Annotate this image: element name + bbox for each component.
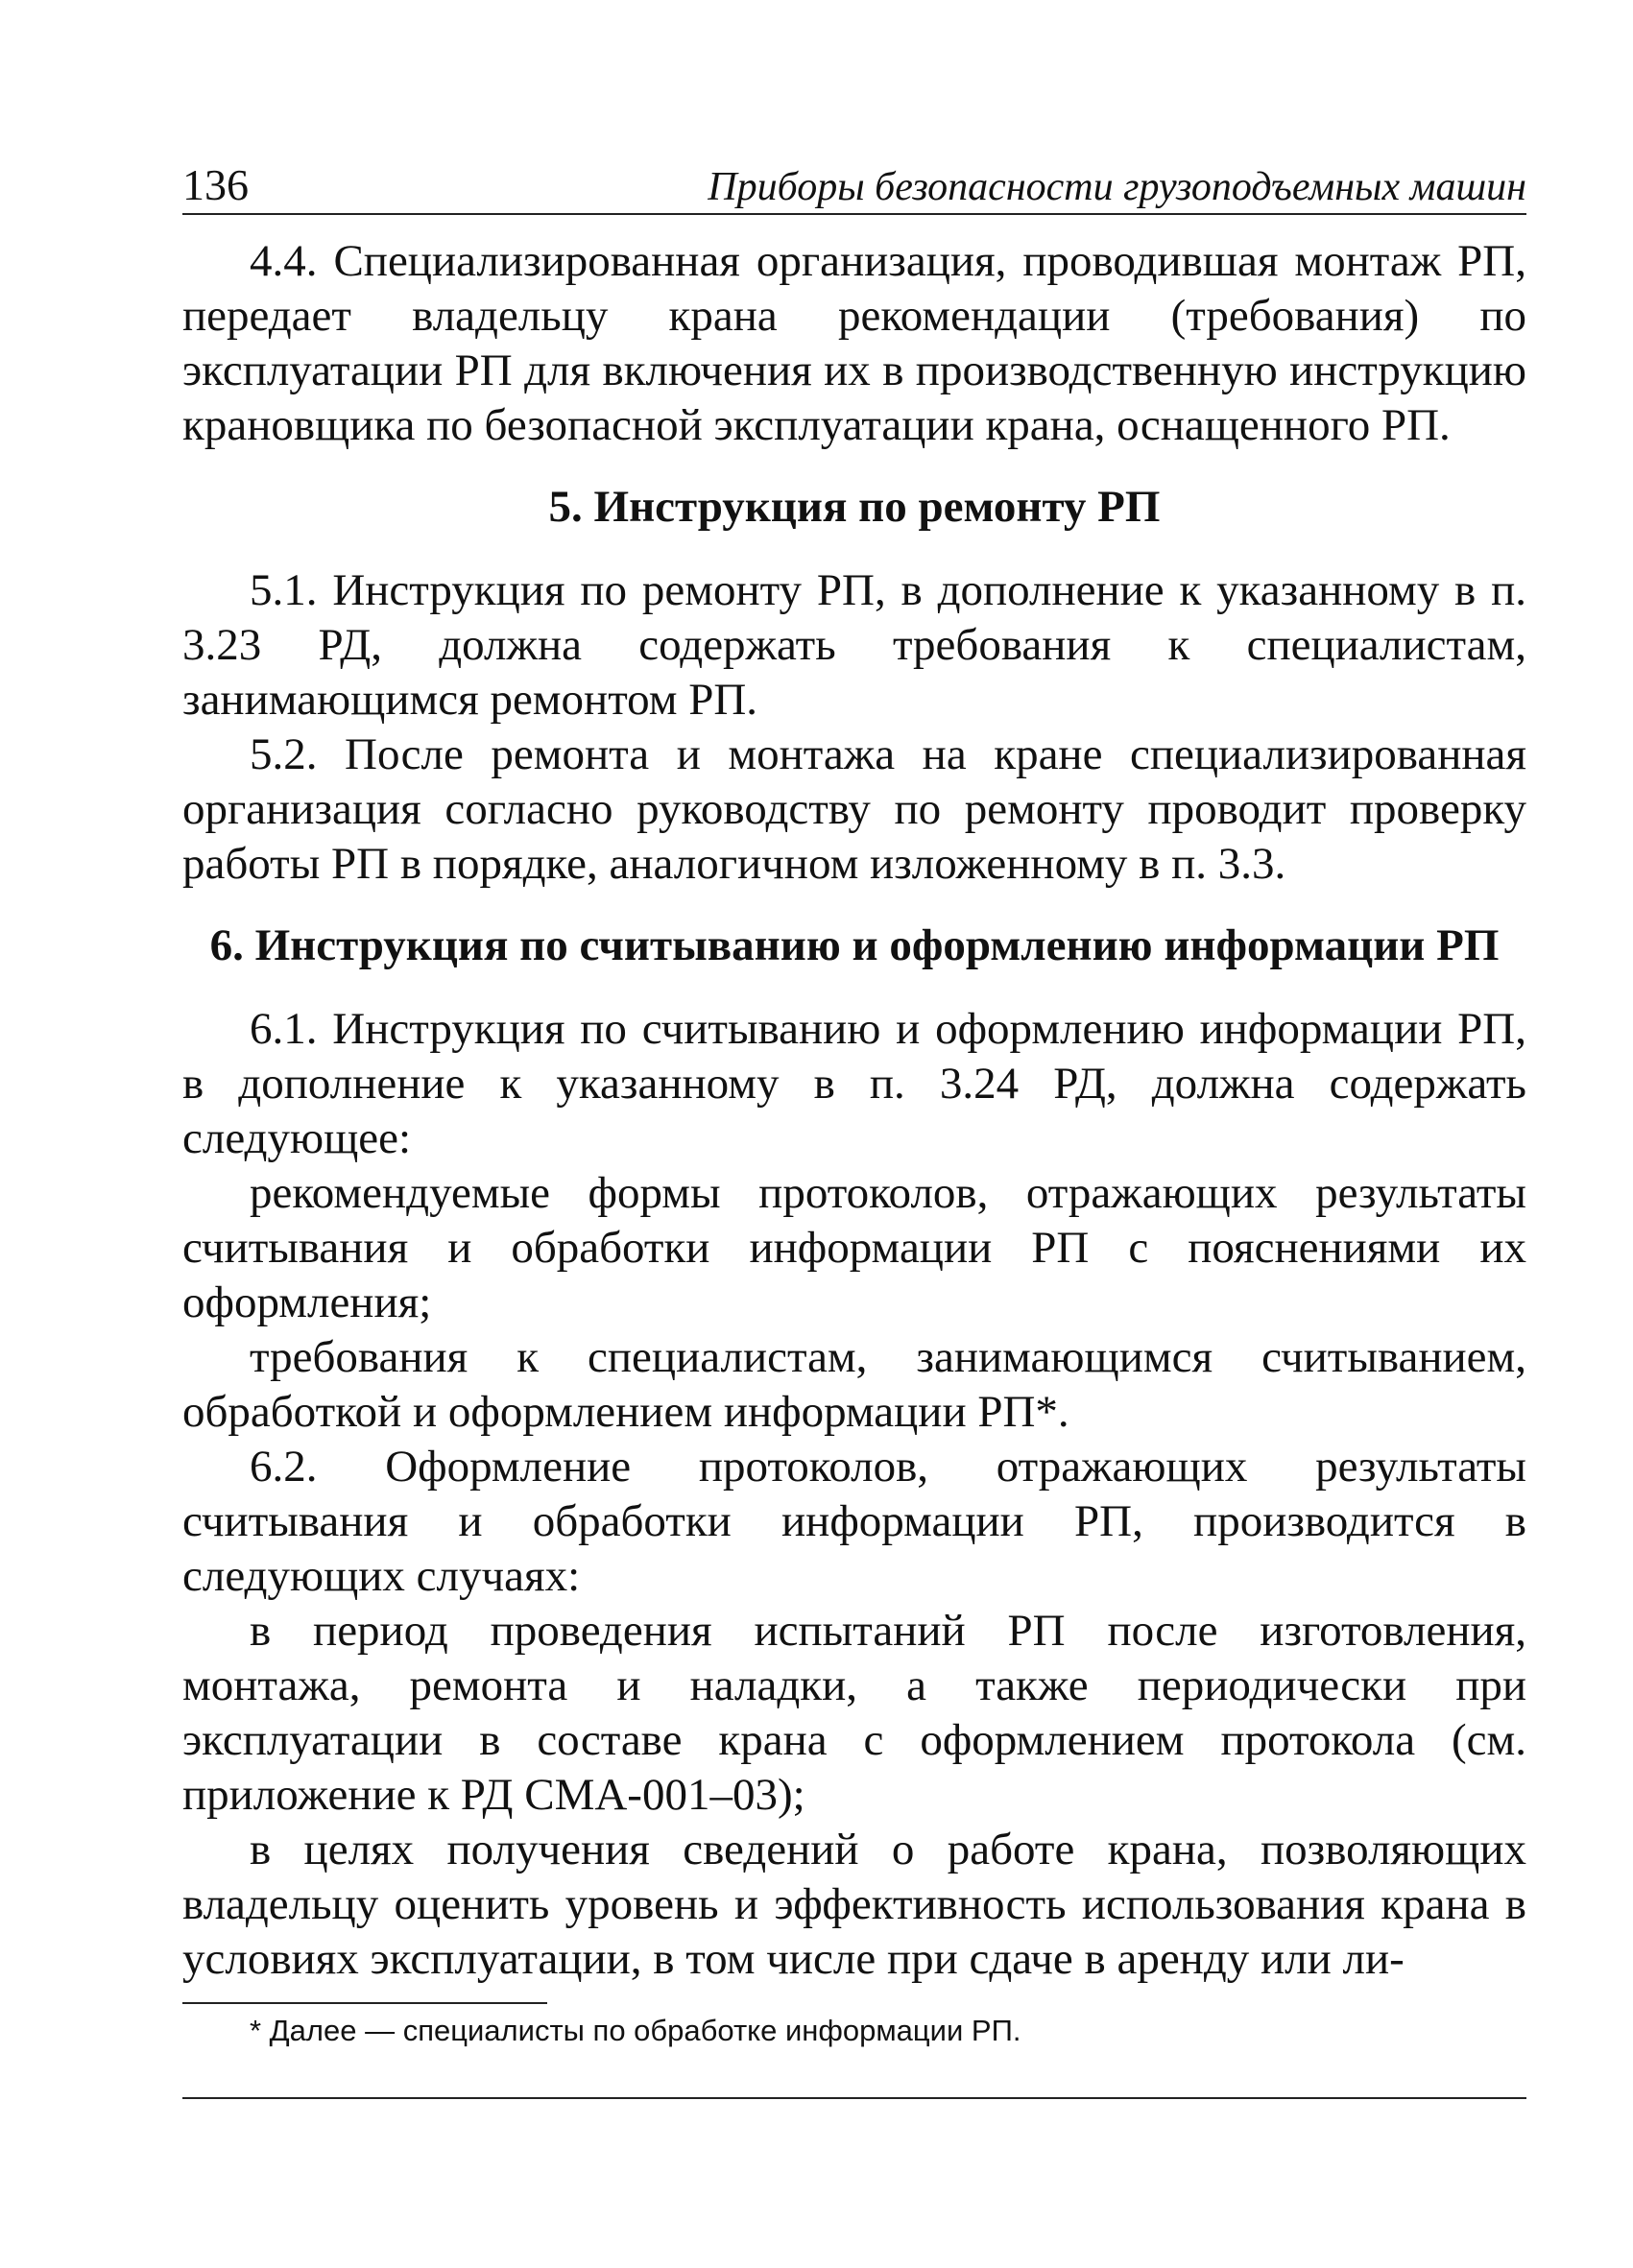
paragraph-5-2: 5.2. После ремонта и монтажа на кране специализированная организация согласно руководству по ремонту проводит проверку работы РП в порядке, аналогичном изложенному в п. 3.3. (182, 729, 1526, 889)
running-header (182, 154, 1526, 215)
document-page (182, 154, 1526, 2052)
paragraph-6-1: 6.1. Инструкция по считыванию и оформлению информации РП, в дополнение к указанному в п. 3.24 РД, должна содержать следующее: (182, 1004, 1526, 1163)
section-heading-6: 6. Инструкция по считыванию и оформлению информации РП (209, 920, 1500, 970)
paragraph-6-2-item-testing: в период проведения испытаний РП после изготовления, монтажа, ремонта и наладки, а также периодически при эксплуатации в составе крана с оформлением протокола (см. приложение к РД СМА-001–03); (182, 1606, 1526, 1820)
page-number: 136 (182, 160, 249, 209)
bottom-rule (182, 2097, 1526, 2099)
paragraph-4-4: 4.4. Специализированная организация, проводившая монтаж РП, передает владельцу крана рекомендации (требования) по эксплуатации РП для включения их в производственную инструкцию крановщика по безопасной эксплуатации крана, оснащенного РП. (182, 236, 1526, 450)
book-title: Приборы безопасности грузоподъемных машин (708, 165, 1526, 209)
paragraph-6-2: 6.2. Оформление протоколов, отражающих результаты считывания и обработки информации РП, производится в следующих случаях: (182, 1442, 1526, 1601)
paragraph-6-1-item-requirements: требования к специалистам, занимающимся считыванием, обработкой и оформлением информации РП*. (182, 1332, 1526, 1437)
footnote-divider (182, 2002, 547, 2004)
paragraph-5-1: 5.1. Инструкция по ремонту РП, в дополнение к указанному в п. 3.23 РД, должна содержать требования к специалистам, занимающимся ремонтом РП. (182, 565, 1526, 725)
paragraph-6-2-item-owner-info: в целях получения сведений о работе крана, позволяющих владельцу оценить уровень и эффективность использования крана в условиях эксплуатации, в том числе при сдаче в аренду или ли- (182, 1825, 1526, 1984)
body-text (182, 234, 1526, 1987)
footnote: * Далее — специалисты по обработке информации РП. (250, 2014, 1021, 2047)
paragraph-6-1-item-forms: рекомендуемые формы протоколов, отражающих результаты считывания и обработки информации РП с пояснениями их оформления; (182, 1168, 1526, 1327)
section-heading-5: 5. Инструкция по ремонту РП (548, 482, 1161, 532)
